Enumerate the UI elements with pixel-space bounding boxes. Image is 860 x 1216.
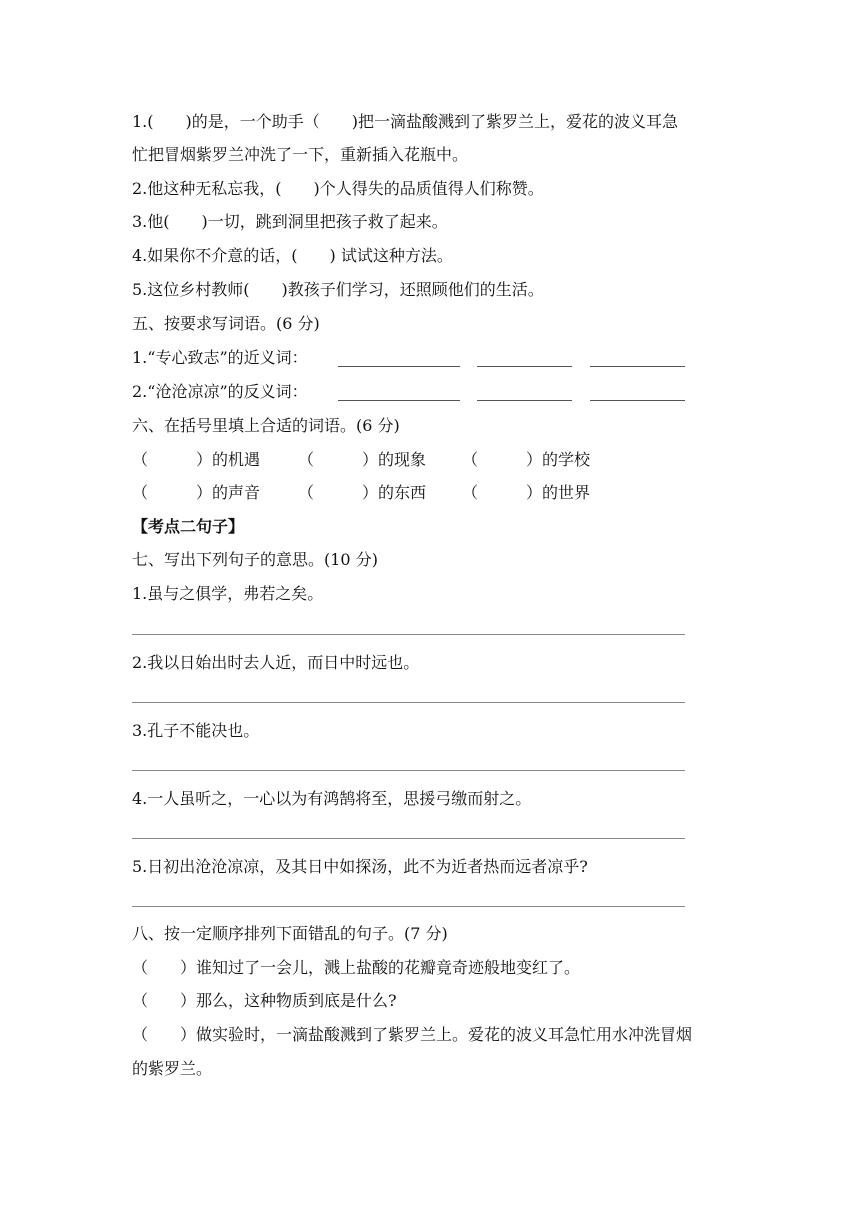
q6-cell: （ ）的现象	[298, 450, 427, 469]
q7-item-5: 5.日初出沧沧凉凉，及其日中如探汤，此不为近者热而远者凉乎?	[132, 857, 588, 876]
q8-item-1: （ ）谁知过了一会儿，溅上盐酸的花瓣竟奇迹般地变红了。	[132, 958, 581, 977]
q8-item-3-line-2: 的紫罗兰。	[132, 1059, 213, 1078]
section-six-heading: 六、在括号里填上合适的词语。(6 分)	[132, 416, 400, 435]
q6-cell: （ ）的机遇	[132, 450, 261, 469]
section-eight-heading: 八、按一定顺序排列下面错乱的句子。(7 分)	[132, 924, 448, 943]
q4-item-2: 2.他这种无私忘我，( )个人得失的品质值得人们称赞。	[132, 179, 544, 198]
q7-answer-line-5[interactable]	[132, 906, 685, 907]
answer-blank[interactable]	[590, 366, 685, 367]
section-five-heading: 五、按要求写词语。(6 分)	[132, 314, 320, 333]
q6-cell: （ ）的声音	[132, 483, 261, 502]
q4-item-4: 4.如果你不介意的话，( ) 试试这种方法。	[132, 246, 453, 265]
q7-item-1: 1.虽与之俱学，弗若之矣。	[132, 584, 324, 603]
q7-answer-line-1[interactable]	[132, 634, 685, 635]
q6-cell: （ ）的世界	[462, 483, 591, 502]
section-seven-heading: 七、写出下列句子的意思。(10 分)	[132, 550, 378, 569]
q7-answer-line-2[interactable]	[132, 702, 685, 703]
q4-item-5: 5.这位乡村教师( )教孩子们学习，还照顾他们的生活。	[132, 280, 544, 299]
q4-item-1-line-1: 1.( )的是，一个助手（ )把一滴盐酸溅到了紫罗兰上，爱花的波义耳急	[132, 112, 678, 131]
q7-item-4: 4.一人虽听之，一心以为有鸿鹄将至，思援弓缴而射之。	[132, 789, 532, 808]
q7-answer-line-4[interactable]	[132, 838, 685, 839]
kaodian-heading: 【考点二句子】	[132, 517, 245, 536]
answer-blank[interactable]	[590, 400, 685, 401]
q4-item-3: 3.他( )一切，跳到洞里把孩子救了起来。	[132, 212, 448, 231]
q8-item-3-line-1: （ ）做实验时，一滴盐酸溅到了紫罗兰上。爱花的波义耳急忙用水冲洗冒烟	[132, 1025, 693, 1044]
q5-item-2-label: 2.“沧沧凉凉”的反义词：	[132, 382, 308, 401]
q7-item-2: 2.我以日始出时去人近，而日中时远也。	[132, 653, 420, 672]
q7-item-3: 3.孔子不能决也。	[132, 721, 260, 740]
answer-blank[interactable]	[338, 400, 460, 401]
q4-item-1-line-2: 忙把冒烟紫罗兰冲洗了一下，重新插入花瓶中。	[132, 145, 469, 164]
q8-item-2: （ ）那么，这种物质到底是什么?	[132, 991, 397, 1010]
answer-blank[interactable]	[338, 366, 460, 367]
q7-answer-line-3[interactable]	[132, 770, 685, 771]
q5-item-1-label: 1.“专心致志”的近义词：	[132, 348, 308, 367]
answer-blank[interactable]	[477, 366, 572, 367]
q6-cell: （ ）的东西	[298, 483, 427, 502]
answer-blank[interactable]	[477, 400, 572, 401]
q6-cell: （ ）的学校	[462, 450, 591, 469]
